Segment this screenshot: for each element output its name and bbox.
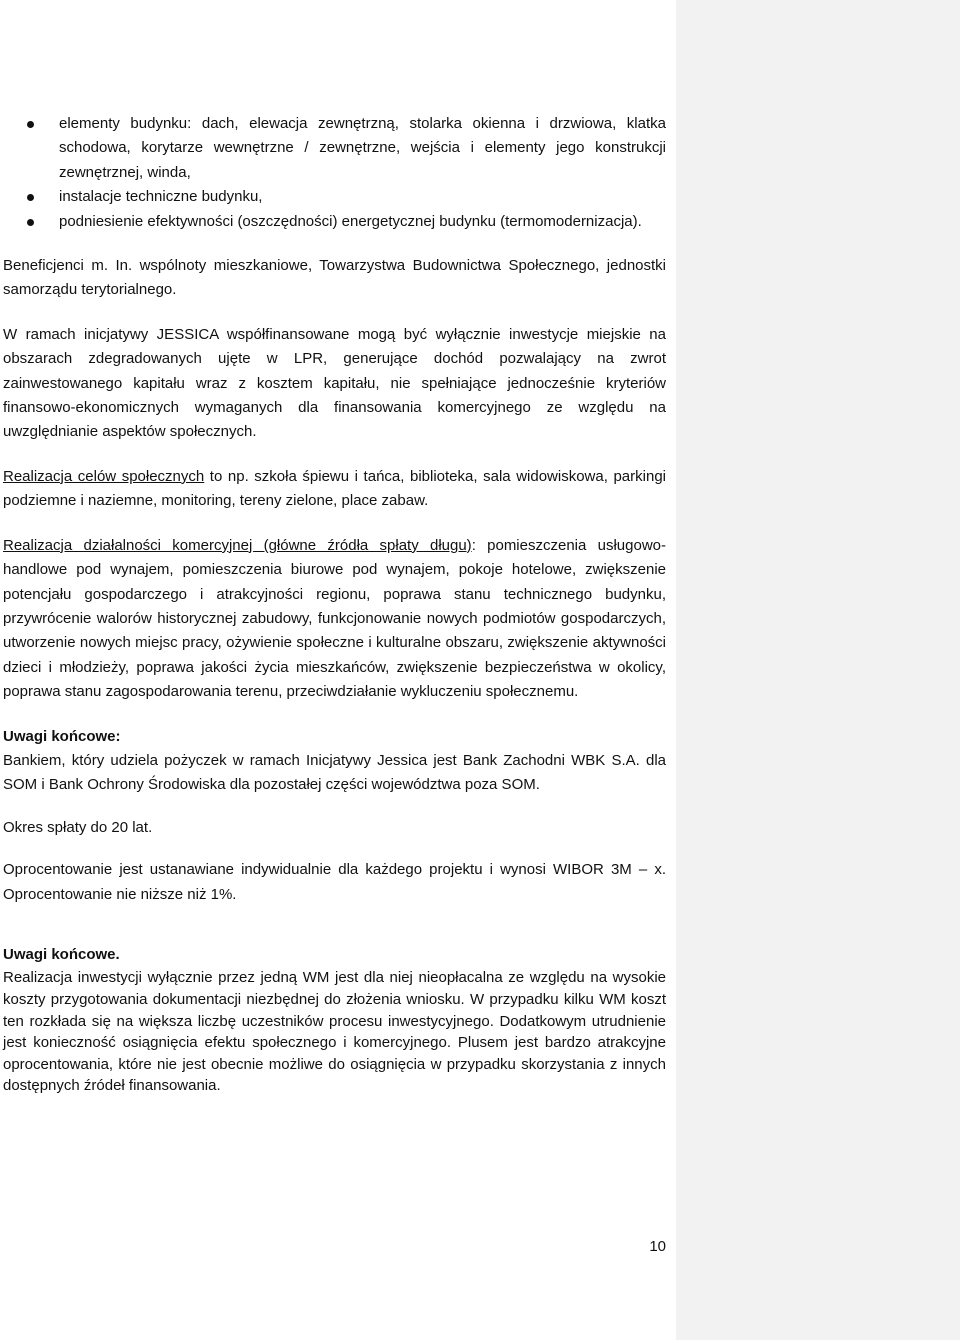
interest-paragraph: Oprocentowanie jest ustanawiane indywidualnie dla każdego projektu i wynosi WIBOR 3M – x. Oprocentowanie nie niższe niż 1%. [3,861,666,903]
page-number: 10 [649,1238,666,1255]
social-goals-text: to np. szkoła śpiewu i tańca, biblioteka, sala widowiskowa, parkingi podziemne i naziemne, monitoring, tereny zielone, place zabaw. [3,467,666,510]
bullet-item-energy-efficiency: podniesienie efektywności (oszczędności) energetycznej budynku (termomodernizacja). [3,210,666,234]
beneficiaries-paragraph: Beneficjenci m. In. wspólnoty mieszkaniowe, Towarzystwa Budownictwa Społecznego, jednostki samorządu terytorialnego. [3,257,666,299]
commercial-activity-heading: Realizacja działalności komercyjnej (główne źródła spłaty długu) [3,536,472,554]
comment-margin-pane [676,0,960,1340]
final-remarks-paragraph: Realizacja inwestycji wyłącznie przez jedną WM jest dla niej nieopłacalna ze względu na wysokie koszty przygotowania dokumentacji niezbędnej do złożenia wniosku. W przypadku kilku WM koszt ten rozkłada się na większa liczbę uczestników procesu inwestycyjnego. Dodatkowym utrudnienie jest konieczność osiągnięcia efektu społecznego i komercyjnego. Plusem jest bardzo atrakcyjne oprocentowania, które nie jest obecnie możliwe do osiągnięcia w przypadku skorzystania z innych dostępnych źródeł finansowania. [3,969,666,1095]
bank-paragraph: Bankiem, który udziela pożyczek w ramach Inicjatywy Jessica jest Bank Zachodni WBK S.A. dla SOM i Bank Ochrony Środowiska dla pozostałej części województwa poza SOM. [3,751,666,794]
bullet-list [3,112,666,234]
document-body [3,112,666,1097]
social-goals-paragraph [3,465,666,514]
bullet-item-building-elements: elementy budynku: dach, elewacja zewnętrzną, stolarka okienna i drzwiowa, klatka schodowa, korytarze wewnętrzne / zewnętrzne, wejścia i elementy jego konstrukcji zewnętrznej, winda, [3,112,666,185]
commercial-activity-text: : pomieszczenia usługowo-handlowe pod wynajem, pomieszczenia biurowe pod wynajem, pokoje hotelowe, zwiększenie potencjału gospodarczego i atrakcyjności regionu, poprawa stanu technicznego budynku, przywrócenie walorów historycznej zabudowy, funkcjonowanie nowych podmiotów gospodarczych, utworzenie nowych miejsc pracy, ożywienie społeczne i kulturalne obszaru, zwiększenie aktywności dzieci i młodzieży, poprawa jakości życia mieszkańców, zwiększenie bezpieczeństwa w okolicy, poprawa stanu zagospodarowania terenu, przeciwdziałanie wykluczeniu społecznemu. [3,536,666,701]
final-remarks-heading-1: Uwagi końcowe: [3,727,121,745]
commercial-activity-paragraph [3,534,666,705]
final-remarks-heading-2: Uwagi końcowe. [3,945,120,963]
repayment-period-paragraph: Okres spłaty do 20 lat. [3,818,153,836]
jessica-paragraph: W ramach inicjatywy JESSICA współfinansowane mogą być wyłącznie inwestycje miejskie na obszarach zdegradowanych ujęte w LPR, generujące dochód pozwalający na zwrot zainwestowanego kapitału wraz z kosztem kapitału, nie spełniające jednocześnie kryteriów finansowo-ekonomicznych wymaganych dla finansowania komercyjnego ze względu na uwzględnianie aspektów społecznych. [3,325,666,441]
social-goals-heading: Realizacja celów społecznych [3,467,205,485]
bullet-item-installations: instalacje techniczne budynku, [3,185,666,209]
